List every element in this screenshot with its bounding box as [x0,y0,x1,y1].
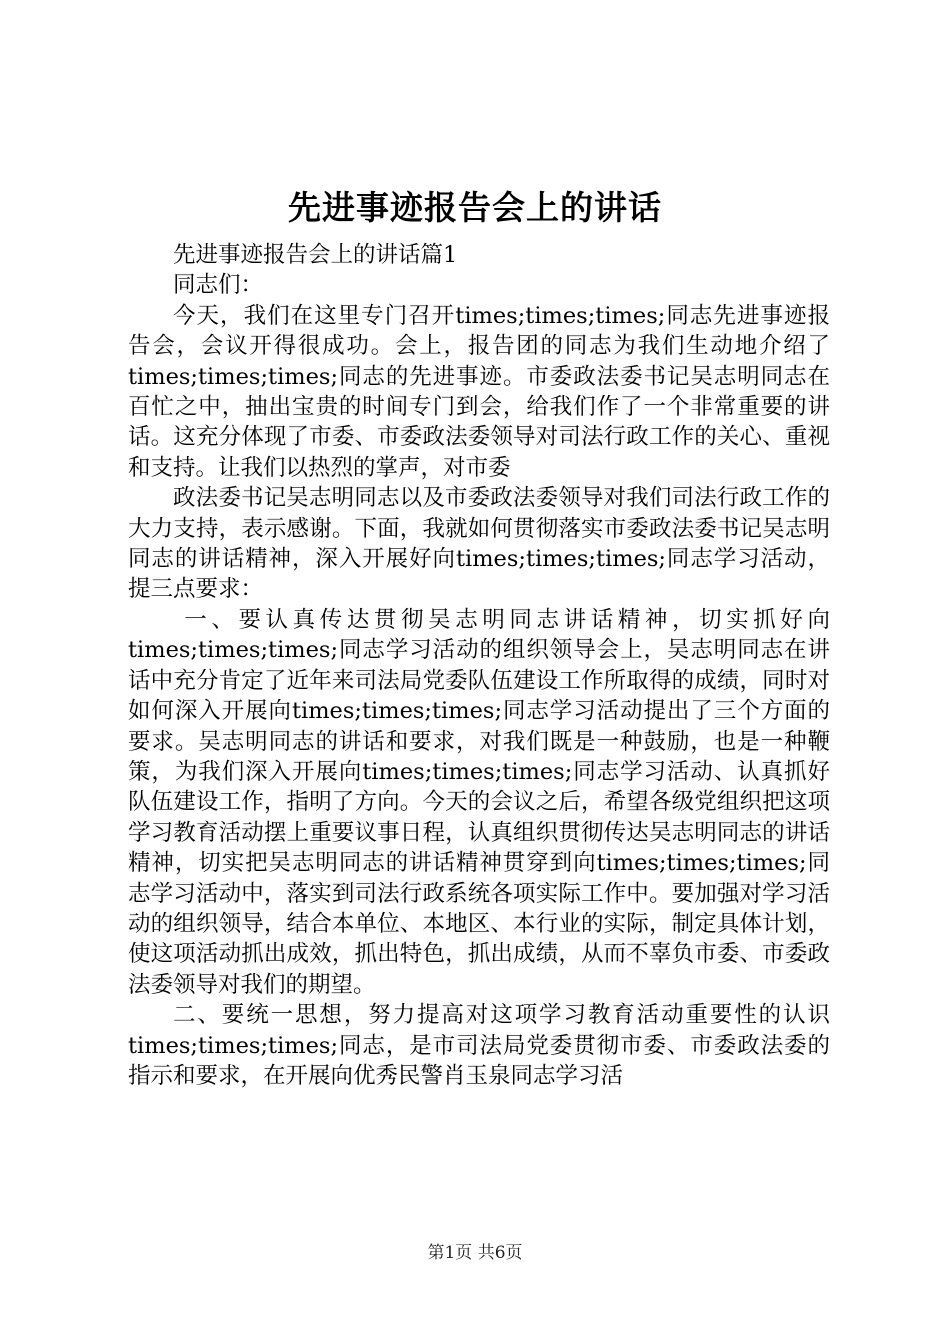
document-body [128,240,830,1091]
page-number: 第1页 共6页 [427,1243,523,1263]
paragraph: 今天，我们在这里专门召开times;times;times;同志先进事迹报告会，会议开得很成功。会上，报告团的同志为我们生动地介绍了times;times;times;同志的先进事迹。市委政法委书记吴志明同志在百忙之中，抽出宝贵的时间专门到会，给我们作了一个非常重要的讲话。这充分体现了市委、市委政法委领导对司法行政工作的关心、重视和支持。让我们以热烈的掌声，对市委 [128,302,830,481]
document-title: 先进事迹报告会上的讲话 [288,188,662,227]
paragraph: 政法委书记吴志明同志以及市委政法委领导对我们司法行政工作的大力支持，表示感谢。下面，我就如何贯彻落实市委政法委书记吴志明同志的讲话精神，深入开展好向times;times;times;同志学习活动，提三点要求： [128,485,830,603]
section-heading: 先进事迹报告会上的讲话篇1 [173,242,458,268]
paragraph: 二、要统一思想，努力提高对这项学习教育活动重要性的认识times;times;times;同志，是市司法局党委贯彻市委、市委政法委的指示和要求，在开展向优秀民警肖玉泉同志学习活 [128,1002,830,1089]
salutation: 同志们： [173,272,264,299]
paragraph: 一、要认真传达贯彻吴志明同志讲话精神，切实抓好向times;times;times;同志学习活动的组织领导会上，吴志明同志在讲话中充分肯定了近年来司法局党委队伍建设工作所取得的成绩，同时对如何深入开展向times;times;times;同志学习活动提出了三个方面的要求。吴志明同志的讲话和要求，对我们既是一种鼓励，也是一种鞭策，为我们深入开展向times;times;times;同志学习活动、认真抓好队伍建设工作，指明了方向。今天的会议之后，希望各级党组织把这项学习教育活动摆上重要议事日程，认真组织贯彻传达吴志明同志的讲话精神，切实把吴志明同志的讲话精神贯穿到向times;times;times;同志学习活动中，落实到司法行政系统各项实际工作中。要加强对学习活动的组织领导，结合本单位、本地区、本行业的实际，制定具体计划，使这项活动抓出成效，抓出特色，抓出成绩，从而不辜负市委、市委政法委领导对我们的期望。 [128,606,830,998]
